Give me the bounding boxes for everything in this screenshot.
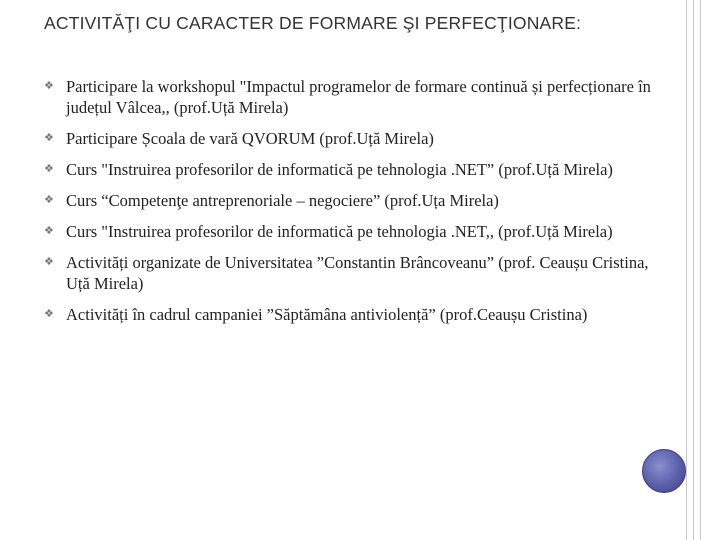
list-item-text: Participare la workshopul "Impactul programelor de formare continuă și perfecționare în județul Vâlcea,, (prof.Uță Mirela) xyxy=(66,77,651,117)
diamond-bullet-icon: ❖ xyxy=(44,307,54,320)
list-item xyxy=(44,159,664,180)
list-item xyxy=(44,252,664,294)
list-item-text: Activități organizate de Universitatea ”Constantin Brâncoveanu” (prof. Ceaușu Cristina, Uță Mirela) xyxy=(66,253,649,293)
list-item-text: Curs "Instruirea profesorilor de informatică pe tehnologia .NET,, (prof.Uță Mirela) xyxy=(66,222,613,241)
list-item-text: Curs "Instruirea profesorilor de informatică pe tehnologia .NET” (prof.Uță Mirela) xyxy=(66,160,613,179)
diamond-bullet-icon: ❖ xyxy=(44,162,54,175)
decorative-rule xyxy=(693,0,694,540)
list-item xyxy=(44,190,664,211)
list-item xyxy=(44,76,664,118)
decorative-circle xyxy=(642,449,686,493)
diamond-bullet-icon: ❖ xyxy=(44,193,54,206)
diamond-bullet-icon: ❖ xyxy=(44,131,54,144)
diamond-bullet-icon: ❖ xyxy=(44,79,54,92)
decorative-rule xyxy=(686,0,687,540)
list-item-text: Participare Școala de vară QVORUM (prof.Uță Mirela) xyxy=(66,129,434,148)
diamond-bullet-icon: ❖ xyxy=(44,224,54,237)
list-item xyxy=(44,128,664,149)
bullet-list xyxy=(44,76,664,335)
slide-title: ACTIVITĂŢI CU CARACTER DE FORMARE ŞI PERFECŢIONARE: xyxy=(44,13,582,33)
decorative-rule xyxy=(700,0,701,540)
list-item-text: Curs “Competenţe antreprenoriale – negociere” (prof.Uța Mirela) xyxy=(66,191,499,210)
list-item-text: Activități în cadrul campaniei ”Săptămâna antiviolență” (prof.Ceaușu Cristina) xyxy=(66,305,588,324)
list-item xyxy=(44,221,664,242)
list-item xyxy=(44,304,664,325)
diamond-bullet-icon: ❖ xyxy=(44,255,54,268)
